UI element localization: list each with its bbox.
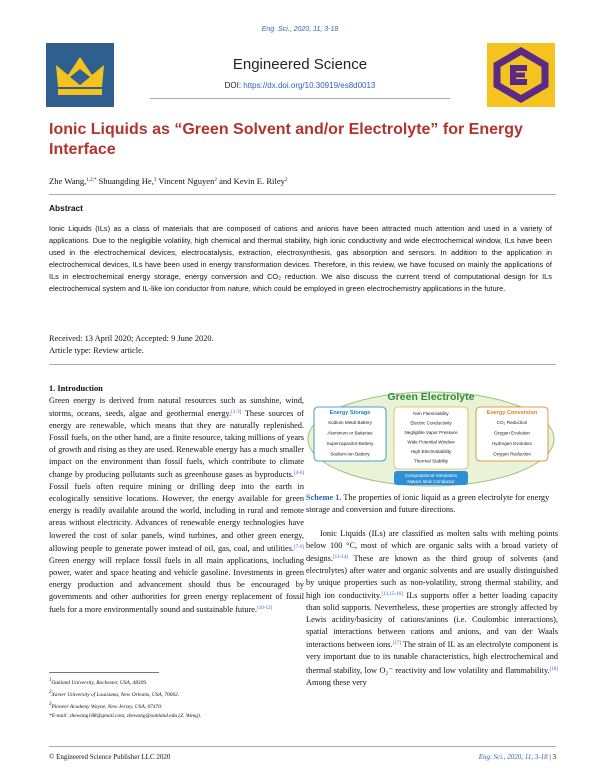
energy-conversion-item: Hydrogen Evolution xyxy=(491,441,533,446)
footnote-item xyxy=(49,700,309,712)
caption-label: Scheme 1. xyxy=(306,493,342,502)
footnote-text: Oakland University, Rochester, USA, 48309. xyxy=(51,680,148,686)
footnote-divider xyxy=(49,672,159,673)
article-title: Ionic Liquids as “Green Solvent and/or Electrolyte” for Energy Interface xyxy=(49,121,523,158)
article-type: Article type: Review article. xyxy=(49,346,144,355)
meta-divider xyxy=(49,364,556,365)
right-column-paragraph xyxy=(306,528,558,689)
citation-link[interactable]: [18] xyxy=(549,666,558,672)
energy-storage-item: Sodium Metal Battery xyxy=(328,420,372,425)
journal-name: Engineered Science xyxy=(232,56,368,73)
journal-reference: Eng. Sci., 2020, 11, 3-18 xyxy=(261,26,339,33)
property-item: Negligible Vapor Pressure xyxy=(404,430,458,435)
abstract-heading: Abstract xyxy=(49,203,83,213)
footnote-text: *E-mail: zhewang188@gmail.com, zhewang@oakland.edu (Z. Wang). xyxy=(49,713,202,719)
author-name: and Kevin E. Riley xyxy=(216,176,285,186)
footnote-text: Xavier University of Louisiana, New Orleans, USA, 70002. xyxy=(51,692,180,698)
paragraph-text: Green energy will replace fossil fuels in all main applications, including power, water and space heating and vehicle gasoline. Investments in green energy production and advancement should thus be encouraged by governments and other authorities for green energy replacement of fossil fuels for a more environmentally sound and sustainable future. xyxy=(49,555,304,614)
footnote-item xyxy=(49,688,309,700)
paragraph-text: The strain of IL as an electrolyte component is very important due to its tunable characteristics, high electrochemical and thermal stability, low O₂⁻ reactivity and low volatility and flammability. xyxy=(306,640,559,675)
author-list xyxy=(49,176,287,186)
energy-storage-item: Supercapacitor-Battery xyxy=(326,441,374,446)
scheme-1-figure xyxy=(306,387,556,487)
paragraph-text: These are known as the third group of solvents (and electrolytes) after water and organic solvents and are usually distinguished by unique properties such as non-volatility, strong thermal stability, and high ion conductivity. xyxy=(306,554,558,601)
footer-page: Eng. Sci., 2020, 11, 3-18 | 3 xyxy=(478,753,556,761)
energy-storage-heading: Energy Storage xyxy=(329,410,371,416)
header-divider xyxy=(150,98,450,99)
paragraph-text: ILs supports offer a better loading capacity than solid supports. Nevertheless, these properties are strongly affected by Lewis acidity/basicity of cations/anions (i.e. Coulombic interactions), spatial interactions between cations and anions, and van der Waals interactions between ions. xyxy=(306,591,559,650)
received-dates: Received: 13 April 2020; Accepted: 9 June 2020. xyxy=(49,334,214,343)
citation-link[interactable]: [1-3] xyxy=(231,410,242,416)
footnote-number: 2 xyxy=(49,690,52,695)
paragraph-text: Among these very xyxy=(306,677,367,687)
author-name: Zhe Wang, xyxy=(49,176,87,186)
paragraph-text: Green energy is derived from natural resources such as sunshine, wind, storms, oceans, seeds, algae and geothermal energy. xyxy=(49,396,304,419)
doi-link[interactable]: https://dx.doi.org/10.30919/es8d0013 xyxy=(243,81,376,90)
citation-link[interactable]: [13,15-16] xyxy=(381,592,403,598)
future-direction-item: Nature Ionic Conductor xyxy=(407,479,455,484)
left-logo xyxy=(46,43,114,107)
property-item: Thermal Stability xyxy=(413,458,449,464)
author-name: Vincent Nguyen xyxy=(156,176,215,186)
paragraph-text: These sources of energy are renewable, which means that they are naturally replenished. Fossil fuels, on the other hand, are a finite resource, taking millions of years of growth and rising as they are used. Renewable energy has a much smaller impact on the environment than fossil fuels, which contribute to climate change by producing pollutants such as greenhouse gases as byproducts. xyxy=(49,409,304,480)
right-logo xyxy=(487,43,555,107)
footer-divider xyxy=(49,746,556,747)
footnotes xyxy=(49,676,309,721)
footer-copyright: © Engineered Science Publisher LLC 2020 xyxy=(49,753,171,761)
citation-link[interactable]: [17] xyxy=(392,641,401,647)
author-affiliation: 2 xyxy=(214,178,217,183)
abstract-divider xyxy=(49,194,556,195)
energy-conversion-item: Oxygen Reduction xyxy=(493,451,531,457)
energy-storage-item: Aluminum or Batteries xyxy=(327,430,373,436)
doi: DOI: https://dx.doi.org/10.30919/es8d0013 xyxy=(224,81,376,90)
citation-link[interactable]: [7-9] xyxy=(294,544,304,550)
es-logo-icon xyxy=(487,43,555,107)
property-item: Electric Conductivity xyxy=(410,420,452,426)
author-affiliation: 2 xyxy=(284,178,288,183)
footnote-item xyxy=(49,712,309,721)
footnote-text: Pioneer Academy Wayne, New Jersey, USA, 07470. xyxy=(51,704,163,710)
energy-storage-item: Sodium-Ion Battery xyxy=(330,451,370,457)
footnote-number: 1 xyxy=(49,678,52,683)
citation-link[interactable]: [4-6] xyxy=(294,471,304,477)
property-item: Non Flammability xyxy=(413,411,449,416)
scheme-caption: Scheme 1. The properties of ionic liquid as a green electrolyte for energy storage and conversion and future directions. xyxy=(306,493,550,514)
footnote-number: 3 xyxy=(49,702,52,707)
abstract-text: Ionic Liquids (ILs) as a class of materials that are composed of cations and anions have been attracted much attention and used in a variety of applications. Due to the negligible volatility, high chemical and thermal stability, high ionic conductivity and wide electrochemical window, ILs have been used in the electrochemical devices, electrocatalysis, extraction, electrosynthesis, gas absorption and sensors. In addition to the application in electrochemical devices, ILs have been used in energy transformation devices. Therefore, in this review, we have focused on mainly the applications of ILs in electrochemical energy storage, energy conversion and CO₂ reduction. We also discuss the current trend of computational design for ILs electrochemical system and IL-like ion conductor from nature, which could be employed in green electrochemistry applications in the future. xyxy=(49,224,552,293)
footnote-item xyxy=(49,676,309,688)
author-name: Shuangding He, xyxy=(96,176,154,186)
citation-link[interactable]: [13-14] xyxy=(332,555,348,561)
future-direction-item: Computational Simulation xyxy=(404,473,458,478)
introduction-paragraph xyxy=(49,395,304,616)
energy-conversion-item: Oxygen Evolution xyxy=(493,430,531,436)
crown-icon xyxy=(46,43,114,107)
paragraph-text: Fossil fuels often require mining or drilling deep into the earth in ecologically sensitive locations. However, the energy available for green energy is readily available around the world, including in rural and remote areas without electricity. Advances of renewable energy technologies have lowered the cost of solar panels, wind turbines, and other green energy, allowing people to generate power instead of oil, gas, coal, and utilities. xyxy=(49,482,304,553)
property-item: Wide Potential Window xyxy=(407,439,455,445)
property-item: High Electrostability xyxy=(410,449,452,454)
paragraph-text: Ionic Liquids (ILs) are classified as molten salts with melting points below 100 °C, most of which are organic salts with a broad variety of designs. xyxy=(306,529,558,564)
author-affiliation: 1,2,* xyxy=(86,178,97,183)
energy-conversion-heading: Energy Conversion xyxy=(486,410,538,416)
energy-conversion-item: CO₂ Reduction xyxy=(496,420,528,425)
introduction-heading: 1. Introduction xyxy=(49,384,103,393)
scheme-title: Green Electrolyte xyxy=(387,391,475,403)
author-affiliation: 3 xyxy=(153,178,157,183)
citation-link[interactable]: [10-12] xyxy=(257,605,273,611)
